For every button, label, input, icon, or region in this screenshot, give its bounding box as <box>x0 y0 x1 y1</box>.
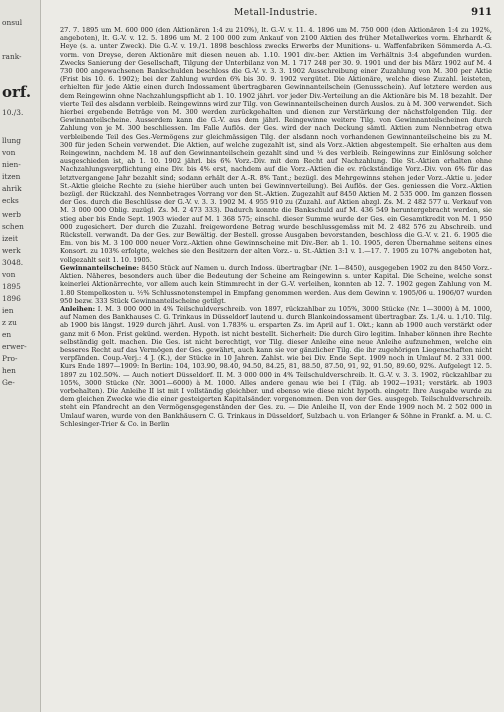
paragraph <box>60 26 492 264</box>
section-heading: Gewinnanteilscheine: <box>60 263 139 272</box>
gutter-fragment: nien- <box>2 160 21 169</box>
gutter-fragment: ecks <box>2 196 19 205</box>
gutter-fragment: ien <box>2 306 14 315</box>
paragraph-text: 27. 7. 1895 um M. 600 000 (den Aktionären 1:4 zu 210%), lt. G.-V. v. 11. 4. 1896 um M. 750 000 (den Aktionären 1:4 zu 192%, angeboten), lt. G.-V. v. 12. 5. 1896 um M. 2 100 000 zum Ankauf von 2100 Aktien des früher Metallwerkes vorm. Ehrhardt & Heye (s. a. unter Zweck). Die G.-V. v. 19./1. 1898 beschloss zwecks Erwerbs der Munitions- u. Waffenfabriken Sömmerda A.-G. vorm. von Dreyse, deren Aktionäre mit diesen neuen ab. 1.10. 1901 div.-ber. Aktien im Verhältnis 3:4 abgefunden wurden. Zwecks Sanierung der Gesellschaft, Tilgung der Unterbilanz von M. 1 717 248 per 30. 9. 1901 und der bis März 1902 auf M. 4 730 000 angewachsenen Bankschulden beschloss die G.-V. v. 3. 3. 1902 Ausschreibung einer Zuzahlung von M. 300 per Aktie (Frist bis 10. 6. 1902); bei der Zahlung wurden 6% bis 30. 9. 1902 vergütet. Die Aktionäre, welche diese Zuzahl. leisteten, erhielten für jede Aktie einen durch Indossament übertragbaren Gewinnanteilschein (Genussschein). Auf letztere werden aus dem Reingewinn ohne Nachzahlungspflicht ab 1. 10. 1902 jährl. vor jeder Div.-Verteilung an die Aktionäre bis M. 18 bezahlt. Der vierte Teil des alsdann verbleib. Reingewinns wird zur Tilg. von Gewinnanteilscheinen durch Auslos. zu à M. 300 verwendet. Sich hierbei ergebende Beträge von M. 300 werden zurückgehalten und dienen zur Verstärkung der nächstfolgenden Tilg. der Gewinnanteilscheine. Ausserdem kann die G.-V. aus dem jährl. Reingewinne weitere Tilg. von Gewinnanteilscheinen durch Zahlung von je M. 300 beschliessen. Im Falle Auflös. der Ges. wird der nach Deckung sämtl. Aktien zum Nennbetrag etwa verbleibende Teil des Ges.-Vermögens zur gleichmässigen Tilg. der alsdann noch vorhandenen Gewinnanteilscheine bis zu M. 300 für jeden Schein verwendet. Die Aktien, auf welche zugezahlt ist, sind als Vorz.-Aktien abgestempelt. Sie erhalten aus dem Reingewinn, nachdem M. 18 auf den Gewinnanteilschein gezahlt sind und ¼ des verbleib. Reingewinns zur Einlösung solcher ausgeschieden ist, ab 1. 10. 1902 jährl. bis 6% Vorz.-Div. mit dem Recht auf Nachzahlung. Die St.-Aktien erhalten ohne Nachzahlungsverpflichtung eine Div. bis 4% erst, nachdem auf die Vorz.-Aktien die ev. rückständige Vorz.-Div. von 6% für das letztvergangene Jahr bezahlt sind; sodann erhält der A.-R. 8% Tant.; bezügl. des Mehrgewinns stehen jeder Vorz.-Aktie u. jeder St.-Aktie gleiche Rechte zu (siehe hierüber auch unten bei Gewinnverteilung). Bei Auflös. der Ges. geniessen die Vorz.-Aktien bezügl. der Rückzahl. des Nennbetrages Vorrang vor den St.-Aktien. Zugezahlt auf 8450 Aktien M. 2 535 000. Im ganzen flossen der Ges. durch die Beschlüsse der G.-V. v. 3. 3. 1902 M. 4 955 910 zu (Zuzahl. auf Aktien abzgl. Zs. M. 2 482 577 u. Verkauf von M. 3 000 000 Oblig. zuzügl. Zs. M. 2 473 333). Dadurch konnte die Bankschuld auf M. 436 549 heruntergebracht werden, sie stieg aber bis Ende Sept. 1903 wieder auf M. 1 368 575; einschl. dieser Summe wurde der Ges. ein Gesamtkredit von M. 1 950 000 zugesichert. Der durch die Zuzahl. freigewordene Betrag wurde beschlussgemäss mit M. 2 482 576 zu Abschreib. und Rückstell. verwandt. Da der Ges. zur Bewältig. der Bestell. grosse Ausgaben bevorstanden, beschloss die G.-V. v. 21. 6. 1905 die Em. von bis M. 3 100 000 neuer Vorz.-Aktien ohne Gewinnscheine mit Div.-Ber. ab 1. 10. 1905, deren Übernahme seitens eines Konsort. zu 103% erfolgte, welches sie den Besitzern der alten Vorz.- u. St.-Aktien 3:1 v. 1.—17. 7. 1905 zu 107% angeboten hat, vollgezahlt seit 1. 10. 1905. <box>60 26 492 264</box>
gutter-fragment: izeit <box>2 234 18 243</box>
gutter-fragment: orf. <box>2 83 32 101</box>
gutter-fragment: ahrik <box>2 184 22 193</box>
running-title: Metall-Industrie. <box>234 8 318 18</box>
gutter-fragment: 3048. <box>2 258 24 267</box>
gutter-fragment: Ge- <box>2 378 15 387</box>
gutter-fragment: 1895 <box>2 282 21 291</box>
paragraph-text: I. M. 3 000 000 in 4% Teilschuldverschreib. von 1897, rückzahlbar zu 105%, 3000 Stücke (Nr. 1—3000) à M. 1000, auf Namen des Bankhauses C. G. Trinkaus in Düsseldorf lautend u. durch Blankoindossament übertragbar. Zs. 1./4. u. 1./10. Tilg. ab 1900 bis längst. 1929 durch jährl. Ausl. von 1.783% u. ersparten Zs. im April auf 1. Okt.; kann ab 1900 auch verstärkt oder ganz mit 6 Mon. Frist gekünd. werden. Hypoth. ist nicht bestellt. Sicherheit: Die durch Giro legitim. Inhaber können ihre Rechte selbständig gelt. machen. Die Ges. ist nicht berechtigt, vor Tilg. dieser Anleihe eine neue Anleihe aufzunehmen, welche ein besseres Recht auf das Vermögen der Ges. gewährt, auch kann sie vor gänzlicher Tilg. die ihr zugehörigen Liegenschaften nicht verpfänden. Coup.-Verj.: 4 J. (K.), der Stücke in 10 Jahren. Zahlst. wie bei Div. Ende Sept. 1909 noch in Umlauf M. 2 331 000. Kurs Ende 1897—1909: In Berlin: 104, 103.90, 98.40, 94.50, 84.25, 81, 88.50, 87.50, 91, 92, 91.50, 89.60, 92%. Aufgelegt 12. 5. 1897 zu 102.50%. — Auch notiert Düsseldorf. II. M. 3 000 000 in 4% Teilschuldverschreib. lt. G.-V. v. 3. 3. 1902, rückzahlbar zu 105%, 3000 Stücke (Nr. 3001—6000) à M. 1000. Alles andere genau wie bei I (Tilg. ab 1902—1931; verstärk. ab 1903 vorbehalten). Die Anleihe II ist mit I vollständig gleichber. und ebenso wie diese nicht hypoth. eingetr. Ihre Ausgabe wurde zu dem gleichen Zwecke wie die einer gesteigerten Kapitalsänder. vorgenommen. Den von der Ges. ausgegeb. Teilschuldverschreib. steht ein Pfandrecht an den Vermögensgegenständen der Ges. zu. — Die Anleihe II, von der Ende 1909 noch M. 2 502 000 in Umlauf waren, wurde von den Bankhäusern C. G. Trinkaus in Düsseldorf, Sulzbach u. von Erlanger & Söhne in Frankf. a. M. u. C. Schlesinger-Trier & Co. in Berlin <box>60 304 492 428</box>
paragraph <box>60 305 492 428</box>
gutter-fragment: 10./3. <box>2 108 24 117</box>
gutter-fragment: en <box>2 330 12 339</box>
gutter-fragment: Pro- <box>2 354 18 363</box>
paragraph <box>60 264 492 305</box>
page <box>60 8 492 428</box>
gutter-fragment: onsul <box>2 18 23 27</box>
gutter-fragment: hen <box>2 366 16 375</box>
gutter-fragment: rank- <box>2 52 22 61</box>
article-body <box>60 26 492 428</box>
gutter-fragment: llung <box>2 136 21 145</box>
gutter-fragment: erwer- <box>2 342 27 351</box>
page-number: 911 <box>471 7 492 18</box>
paragraph-text: 8450 Stück auf Namen u. durch Indoss. übertragbar (Nr. 1—8450), ausgegeben 1902 zu den 8450 Vorz.-Aktien. Näheres, besonders auch über die Bedeutung der Scheine am Reingewinn s. unter Kapital. Die Scheine, welche sonst keinerlei Aktionärrechte, vor allem auch kein Stimmrecht in der G.-V. verleihen, konnten ab 12. 7. 1902 gegen Zahlung von M. 1.80 Stempelkosten u. ½% Schlussnotenstempel in Empfang genommen werden. Aus dem Gewinn v. 1905/06 u. 1906/07 wurden 950 bezw. 333 Stück Gewinnanteilscheine getilgt. <box>60 263 492 305</box>
section-heading: Anleihen: <box>60 304 96 313</box>
gutter-fragment: werb <box>2 210 21 219</box>
gutter-fragment: werk <box>2 246 21 255</box>
previous-page-gutter <box>0 0 41 712</box>
gutter-fragment: von <box>2 148 16 157</box>
gutter-fragment: von <box>2 270 16 279</box>
gutter-fragment: z zu <box>2 318 17 327</box>
gutter-fragment: schen <box>2 222 24 231</box>
gutter-fragment: itzen <box>2 172 21 181</box>
page-header <box>60 8 492 22</box>
gutter-fragment: 1896 <box>2 294 21 303</box>
